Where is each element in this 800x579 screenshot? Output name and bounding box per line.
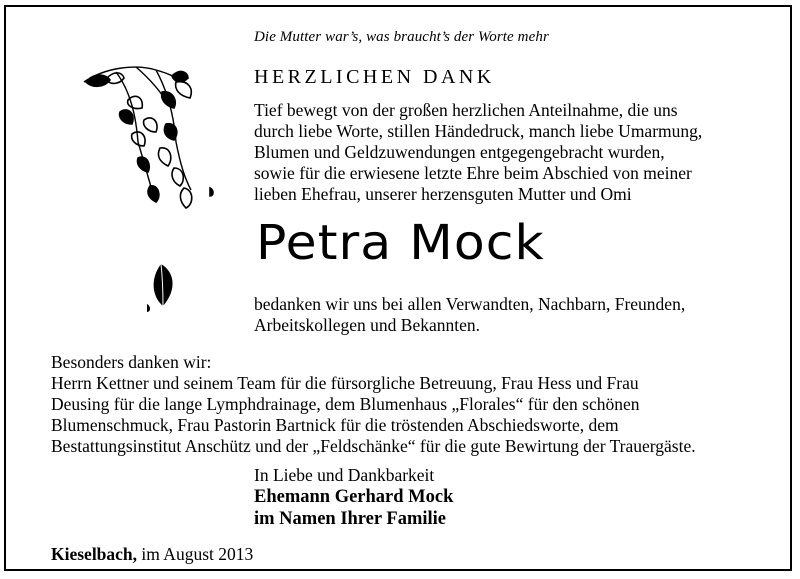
heading: HERZLICHEN DANK	[254, 66, 495, 88]
intro-line: Blumen und Geldzuwendungen entgegengebracht wurden,	[254, 142, 665, 162]
special-line: Besonders danken wir:	[51, 352, 212, 372]
special-line: Herrn Kettner und seinem Team für die fürsorgliche Betreuung, Frau Hess und Frau	[51, 373, 639, 393]
signature-line: Ehemann Gerhard Mock	[254, 487, 454, 507]
deceased-name: Petra Mock	[256, 215, 545, 271]
motto: Die Mutter war’s, was braucht’s der Worte mehr	[254, 29, 549, 45]
special-line: Deusing für die lange Lymphdrainage, dem Blumenhaus „Florales“ für den schönen	[51, 394, 640, 414]
special-thanks	[51, 352, 760, 457]
intro-line: sowie für die erwiesene letzte Ehre beim Abschied von meiner	[254, 163, 692, 183]
special-line: Blumenschmuck, Frau Pastorin Bartnick für die tröstenden Abschiedsworte, dem	[51, 415, 619, 435]
signature	[254, 465, 453, 530]
signature-intro: In Liebe und Dankbarkeit	[254, 465, 435, 485]
intro-line: lieben Ehefrau, unserer herzensguten Mutter und Omi	[254, 184, 632, 204]
birch-branch-icon	[76, 62, 226, 227]
intro-text	[254, 100, 760, 205]
intro-line: durch liebe Worte, stillen Händedruck, manch liebe Umarmung,	[254, 121, 703, 141]
thanks-text	[254, 294, 760, 336]
special-line: Bestattungsinstitut Anschütz und der „Feldschänke“ für die gute Bewirtung der Trauergäste.	[51, 436, 696, 456]
signature-line: im Namen Ihrer Familie	[254, 509, 446, 529]
falling-leaf-icon	[141, 262, 181, 317]
place: Kieselbach,	[51, 544, 138, 564]
thanks-line: Arbeitskollegen und Bekannten.	[254, 315, 480, 335]
date: im August 2013	[141, 544, 254, 564]
place-date	[51, 544, 253, 565]
thanks-line: bedanken wir uns bei allen Verwandten, Nachbarn, Freunden,	[254, 294, 686, 314]
obituary-notice	[4, 5, 792, 571]
intro-line: Tief bewegt von der großen herzlichen Anteilnahme, die uns	[254, 100, 678, 120]
